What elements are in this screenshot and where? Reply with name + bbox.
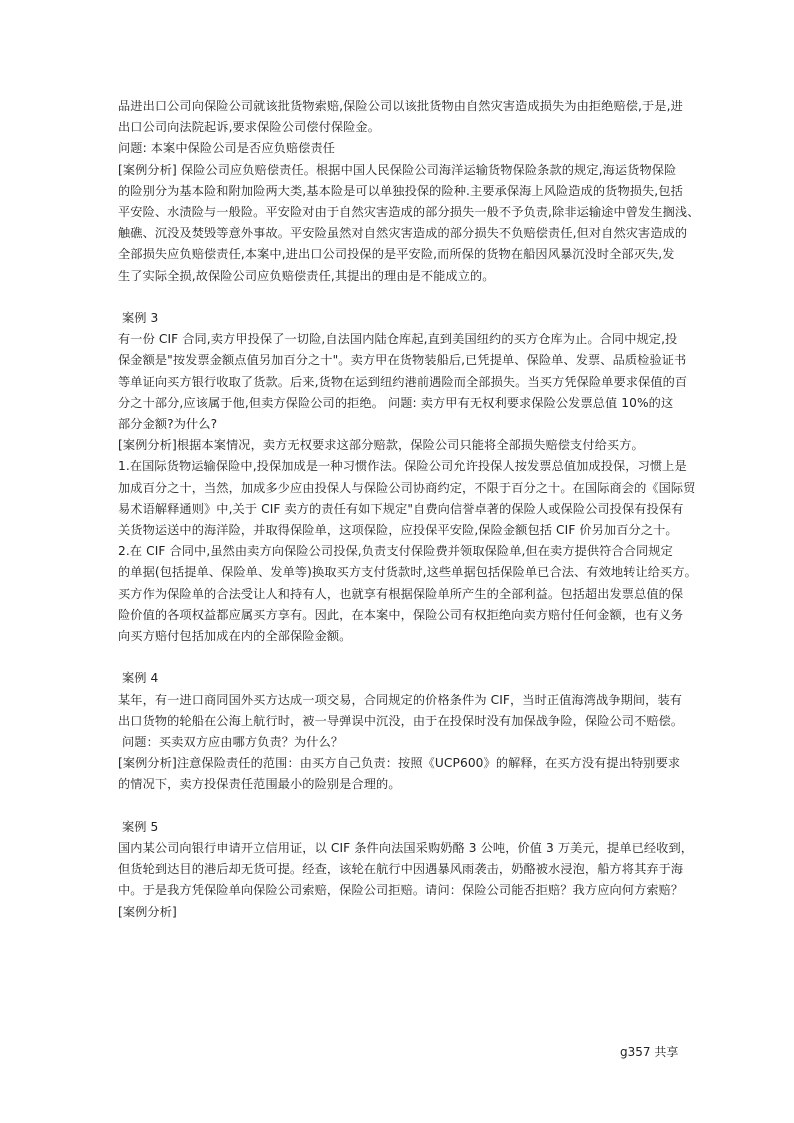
text-line: 国内某公司向银行申请开立信用证，以 CIF 条件向法国采购奶酪 3 公吨，价值 3 万美元，提单已经收到， — [118, 841, 694, 856]
text-line: 易术语解释通则》中,关于 CIF 卖方的责任有如下规定"自费向信誉卓著的保险人或保险公司投保有投保有 — [118, 501, 684, 516]
text-line: 险价值的各项权益都应属买方享有。因此，在本案中，保险公司有权拒绝向卖方赔付任何金额，也有义务 — [118, 607, 684, 622]
text-line: 向买方赔付包括加成在内的全部保险金额。 — [118, 629, 352, 644]
analysis-line: [案例分析]注意保险责任的范围：由买方自己负责：按照《UCP600》的解释，在买方没有提出特别要求 — [118, 756, 681, 771]
text-line: 买方作为保险单的合法受让人和持有人，也就享有根据保险单所产生的全部利益。包括超出发票总值的保 — [118, 586, 684, 601]
analysis-line: [案例分析] 保险公司应负赔偿责任。根据中国人民保险公司海洋运输货物保险条款的规定,海运货物保险 — [118, 162, 677, 177]
question-line: 问题: 本案中保险公司是否应负赔偿责任 — [118, 141, 336, 156]
text-line: 出口货物的轮船在公海上航行时，被一导弹误中沉没，由于在投保时没有加保战争险，保险公司不赔偿。 — [118, 713, 684, 728]
text-line: 加成百分之十，当然，加成多少应由投保人与保险公司协商约定，不限于百分之十。在国际商会的《国际贸 — [118, 480, 696, 495]
text-line: 中。于是我方凭保险单向保险公司索赔，保险公司拒赔。请问：保险公司能否拒赔？我方应向何方索赔？ — [118, 883, 684, 898]
document-body — [118, 96, 700, 923]
case-4-heading: 案例 4 — [122, 671, 159, 686]
text-line: 的险别分为基本险和附加险两大类,基本险是可以单独投保的险种.主要承保海上风险造成的货物损失,包括 — [118, 183, 683, 198]
text-line: 分之十部分,应该属于他,但卖方保险公司的拒绝。 问题: 卖方甲有无权利要求保险公发票总值 10%的这 — [118, 395, 674, 410]
text-line: 的情况下，卖方投保责任范围最小的险别是合理的。 — [118, 777, 401, 792]
paragraph-gap — [118, 647, 678, 668]
text-line: 生了实际全损,故保险公司应负赔偿责任,其提出的理由是不能成立的。 — [118, 268, 495, 283]
text-line: 有一份 CIF 合同,卖方甲投保了一切险,自法国内陆仓库起,直到美国纽约的买方仓库为止。合同中规定,投 — [118, 332, 678, 347]
text-line: 全部损失应负赔偿责任,本案中,进出口公司投保的是平安险,而所保的货物在船因风暴沉没时全部灭失,发 — [118, 247, 675, 262]
paragraph-gap — [118, 287, 678, 308]
text-line: 2.在 CIF 合同中,虽然由卖方向保险公司投保,负责支付保险费并领取保险单,但在卖方提供符合合同规定 — [118, 544, 673, 559]
text-line: 等单证向买方银行收取了货款。后来,货物在运到纽约港前遇险而全部损失。当买方凭保险单要求保值的百 — [118, 374, 688, 389]
text-line: 关货物运送中的海洋险，并取得保险单，这项保险，应投保平安险,保险金额包括 CIF 价另加百分之十。 — [118, 523, 678, 538]
text-line: 保金额是"按发票金额点值另加百分之十"。卖方甲在货物装船后,已凭提单、保险单、发票、品质检验证书 — [118, 353, 687, 368]
analysis-line: [案例分析] — [118, 904, 177, 919]
text-line: 品进出口公司向保险公司就该批货物索赔,保险公司以该批货物由自然灾害造成损失为由拒绝赔偿,于是,进 — [118, 99, 683, 113]
text-line: 的单据(包括提单、保险单、发单等)换取买方支付货款时,这些单据包括保险单已合法、有效地转让给买方。 — [118, 565, 697, 580]
text-line: 部分金额?为什么? — [118, 417, 218, 432]
text-line: 但货轮到达目的港后却无货可提。经查，该轮在航行中因遇暴风雨袭击，奶酪被水浸泡，船方将其弃于海 — [118, 862, 684, 877]
text-line: 触礁、沉没及焚毁等意外事故。平安险虽然对自然灾害造成的部分损失不负赔偿责任,但对自然灾害造成的 — [118, 226, 688, 241]
paragraph-gap — [118, 796, 678, 817]
text-line: 出口公司向法院起诉,要求保险公司偿付保险金。 — [118, 120, 381, 135]
case-5-heading: 案例 5 — [122, 819, 159, 834]
analysis-line: [案例分析]根据本案情况，卖方无权要求这部分赔款，保险公司只能将全部损失赔偿支付给买方。 — [118, 438, 644, 453]
case-3-heading: 案例 3 — [122, 311, 159, 326]
question-line: 问题：买卖双方应由哪方负责？为什么？ — [122, 735, 344, 750]
text-line: 平安险、水渍险与一般险。平安险对由于自然灾害造成的部分损失一般不予负责,除非运输途中曾发生搁浅、 — [118, 205, 700, 220]
text-line: 1.在国际货物运输保险中,投保加成是一种习惯作法。保险公司允许投保人按发票总值加成投保，习惯上是 — [118, 459, 687, 474]
page-footer: g357 共享 — [620, 1045, 679, 1059]
text-line: 某年，有一进口商同国外买方达成一项交易，合同规定的价格条件为 CIF，当时正值海湾战争期间，装有 — [118, 692, 683, 707]
